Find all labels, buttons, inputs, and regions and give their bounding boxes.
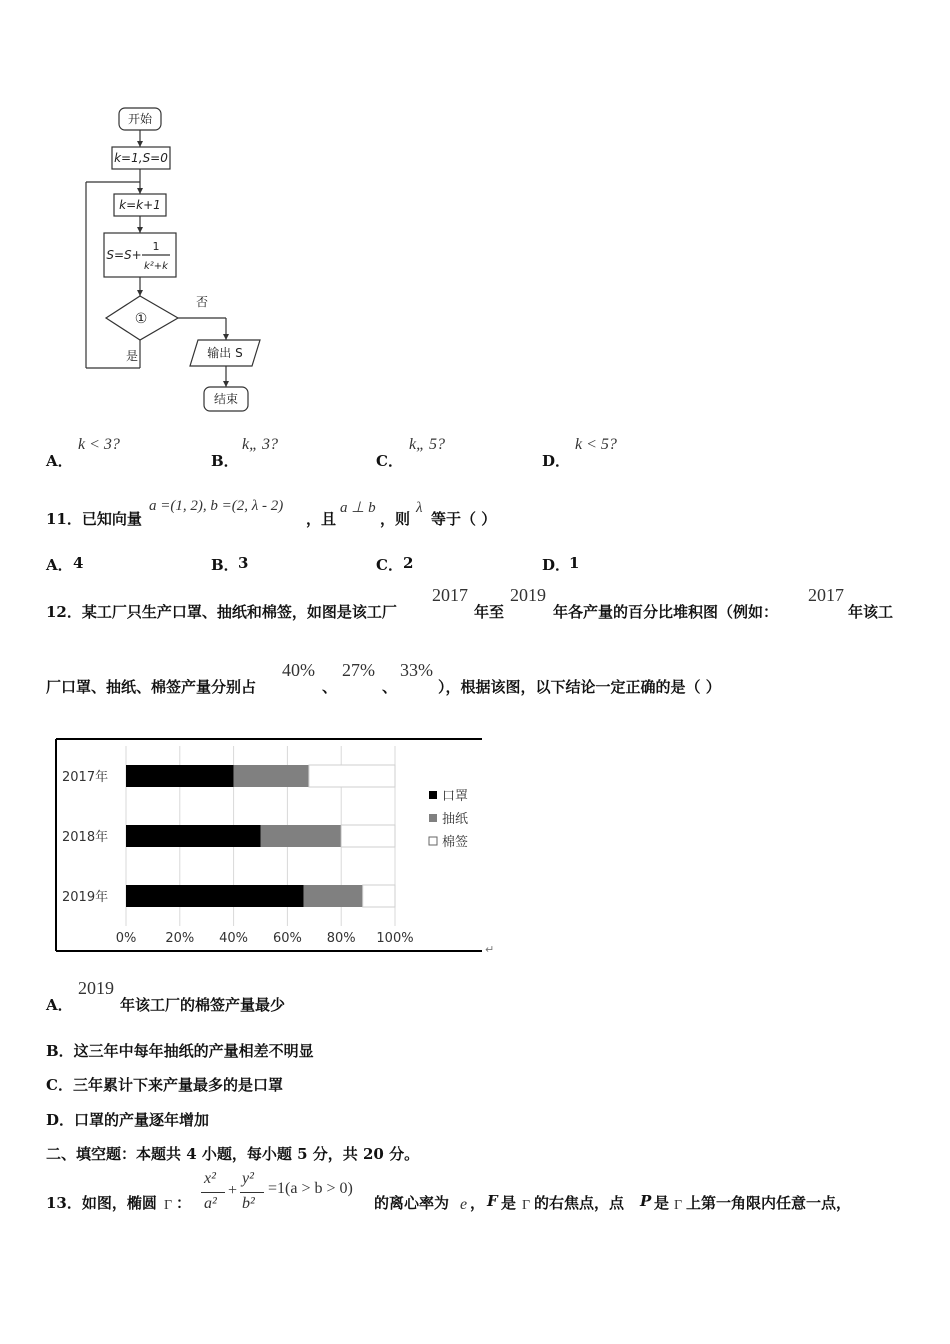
- q13-prefix: 13．如图，椭圆: [46, 1194, 157, 1212]
- chart-x-tick-label: 40%: [219, 931, 249, 946]
- q12-line1: [46, 585, 926, 621]
- q11-option-a-letter: A．: [46, 556, 73, 574]
- q12-option-a: [46, 978, 646, 1014]
- q11-options: [46, 554, 906, 576]
- q13-t5: 是: [654, 1194, 670, 1212]
- q10-option-b-letter: B．: [211, 452, 239, 470]
- q12-year3: 2017: [808, 585, 844, 605]
- q12-line2-b: ），根据该图，以下结论一定正确的是（ ）: [438, 678, 721, 696]
- flowchart-init-label: k=1,S=0: [114, 151, 168, 165]
- q13-y2: y²: [242, 1170, 254, 1187]
- q12-sep-2: 、: [382, 678, 398, 696]
- chart-bar-3: [309, 765, 395, 787]
- q13-t2: ，: [470, 1194, 486, 1212]
- flowchart-output-label: 输出 S: [207, 346, 243, 360]
- q13-t4: 的右焦点，点: [534, 1194, 625, 1212]
- q13-t1: 的离心率为: [374, 1194, 450, 1212]
- q12-option-a-year: 2019: [78, 978, 114, 998]
- q12-line1-a: 12．某工厂只生产口罩、抽纸和棉签，如图是该工厂: [46, 603, 397, 621]
- question-11: [46, 498, 906, 528]
- q10-option-b-expr: k„ 3?: [242, 436, 278, 453]
- q12-option-b: B．这三年中每年抽纸的产量相差不明显: [46, 1042, 314, 1060]
- chart-x-tick-label: 80%: [326, 931, 356, 946]
- flowchart-sum-denominator: k²+k: [144, 261, 168, 272]
- q13-equation: =1(a > b > 0): [268, 1180, 353, 1197]
- chart-bar-1: [126, 825, 261, 847]
- return-mark: ↵: [485, 943, 495, 956]
- q12-option-a-text: 年该工厂的棉签产量最少: [120, 996, 286, 1014]
- q10-option-c-letter: C．: [376, 452, 403, 470]
- q12-line2: [46, 660, 926, 696]
- q12-year2: 2019: [510, 585, 546, 605]
- q12-year1: 2017: [432, 585, 468, 605]
- q12-option-d: D．口罩的产量逐年增加: [46, 1111, 210, 1129]
- q13-gamma-1: Γ: [164, 1198, 173, 1213]
- q13-b2: b²: [242, 1195, 255, 1212]
- chart-bar-1: [126, 885, 304, 907]
- q13-plus: +: [228, 1182, 238, 1199]
- q13-t6: 上第一角限内任意一点，: [686, 1194, 852, 1212]
- q12-line1-b: 年至: [474, 603, 505, 621]
- chart-category-label: 2019年: [62, 890, 109, 905]
- q12-percent-3: 33%: [400, 660, 433, 680]
- chart-legend-label: 棉签: [442, 835, 469, 850]
- q12-percent-1: 40%: [282, 660, 315, 680]
- q11-perp: a ⊥ b: [340, 500, 376, 516]
- q11-option-c-letter: C．: [376, 556, 403, 574]
- chart-x-tick-label: 60%: [272, 931, 302, 946]
- q10-option-a-expr: k < 3?: [78, 436, 120, 453]
- q13-frac-line-2: [240, 1192, 264, 1193]
- q10-option-a-letter: A．: [46, 452, 73, 470]
- chart-legend-swatch: [429, 814, 437, 822]
- chart-category-label: 2018年: [62, 830, 109, 845]
- chart-x-tick-label: 0%: [115, 931, 137, 946]
- flowchart-step-label: k=k+1: [119, 198, 161, 212]
- chart-x-tick-label: 100%: [376, 931, 414, 946]
- chart-legend-swatch: [429, 791, 437, 799]
- q11-option-b-value: 3: [238, 554, 249, 572]
- chart-legend-swatch: [429, 837, 437, 845]
- q12-line1-d: 年该工: [848, 603, 894, 621]
- q13-gamma-2: Γ: [522, 1198, 531, 1213]
- q11-prefix: 11．已知向量: [46, 510, 142, 528]
- question-13: [46, 1170, 926, 1218]
- q11-option-a-value: 4: [73, 554, 84, 572]
- q10-option-d-expr: k < 5?: [575, 436, 617, 453]
- q12-sep-1: 、: [322, 678, 338, 696]
- q11-mid: ，且: [306, 510, 337, 528]
- q13-e: e: [460, 1196, 468, 1213]
- q11-option-c-value: 2: [403, 554, 414, 572]
- chart-bar-2: [234, 765, 309, 787]
- q10-options: [46, 436, 906, 468]
- q13-P: P: [640, 1192, 652, 1210]
- q12-option-c: C．三年累计下来产量最多的是口罩: [46, 1076, 283, 1094]
- q11-suffix: 等于（ ）: [431, 510, 497, 528]
- flowchart-end-label: 结束: [213, 392, 239, 406]
- q10-option-d-letter: D．: [542, 452, 571, 470]
- q11-vectors: a =(1, 2), b =(2, λ - 2): [149, 498, 284, 514]
- q11-option-b-letter: B．: [211, 556, 239, 574]
- q13-frac-line-1: [201, 1192, 225, 1193]
- chart-bar-3: [341, 825, 395, 847]
- q11-lambda: λ: [416, 500, 423, 516]
- q13-x2: x²: [204, 1170, 216, 1187]
- chart-legend-label: 口罩: [442, 789, 469, 804]
- q11-mid2: ，则: [380, 510, 411, 528]
- chart-bar-2: [261, 825, 342, 847]
- q13-t3: 是: [501, 1194, 517, 1212]
- q12-line2-a: 厂口罩、抽纸、棉签产量分别占: [46, 678, 257, 696]
- q12-percent-2: 27%: [342, 660, 375, 680]
- flowchart-sum-label: S=S+: [106, 248, 142, 262]
- q13-F: F: [487, 1192, 498, 1210]
- chart-legend-label: 抽纸: [442, 812, 469, 827]
- q13-a2: a²: [204, 1195, 217, 1212]
- chart-x-tick-label: 20%: [165, 931, 195, 946]
- flowchart-decision-label: ①: [134, 311, 148, 327]
- q12-option-a-letter: A．: [46, 996, 73, 1014]
- chart-bar-3: [363, 885, 395, 907]
- q13-colon: ：: [176, 1194, 192, 1212]
- chart-category-label: 2017年: [62, 770, 109, 785]
- q13-gamma-3: Γ: [674, 1198, 683, 1213]
- chart-bar-2: [304, 885, 363, 907]
- q12-line1-c: 年各产量的百分比堆积图（例如：: [553, 603, 779, 621]
- flowchart-yes-label: 是: [126, 349, 139, 363]
- stacked-bar-chart: [52, 736, 502, 958]
- chart-bar-1: [126, 765, 234, 787]
- q11-option-d-value: 1: [569, 554, 580, 572]
- flowchart-no-label: 否: [196, 295, 209, 309]
- section-2-heading: 二、填空题：本题共 4 小题，每小题 5 分，共 20 分。: [46, 1145, 420, 1163]
- flowchart: [80, 100, 280, 420]
- flowchart-sum-numerator: 1: [152, 240, 160, 253]
- q10-option-c-expr: k„ 5?: [409, 436, 445, 453]
- flowchart-start-label: 开始: [127, 112, 153, 126]
- q11-option-d-letter: D．: [542, 556, 571, 574]
